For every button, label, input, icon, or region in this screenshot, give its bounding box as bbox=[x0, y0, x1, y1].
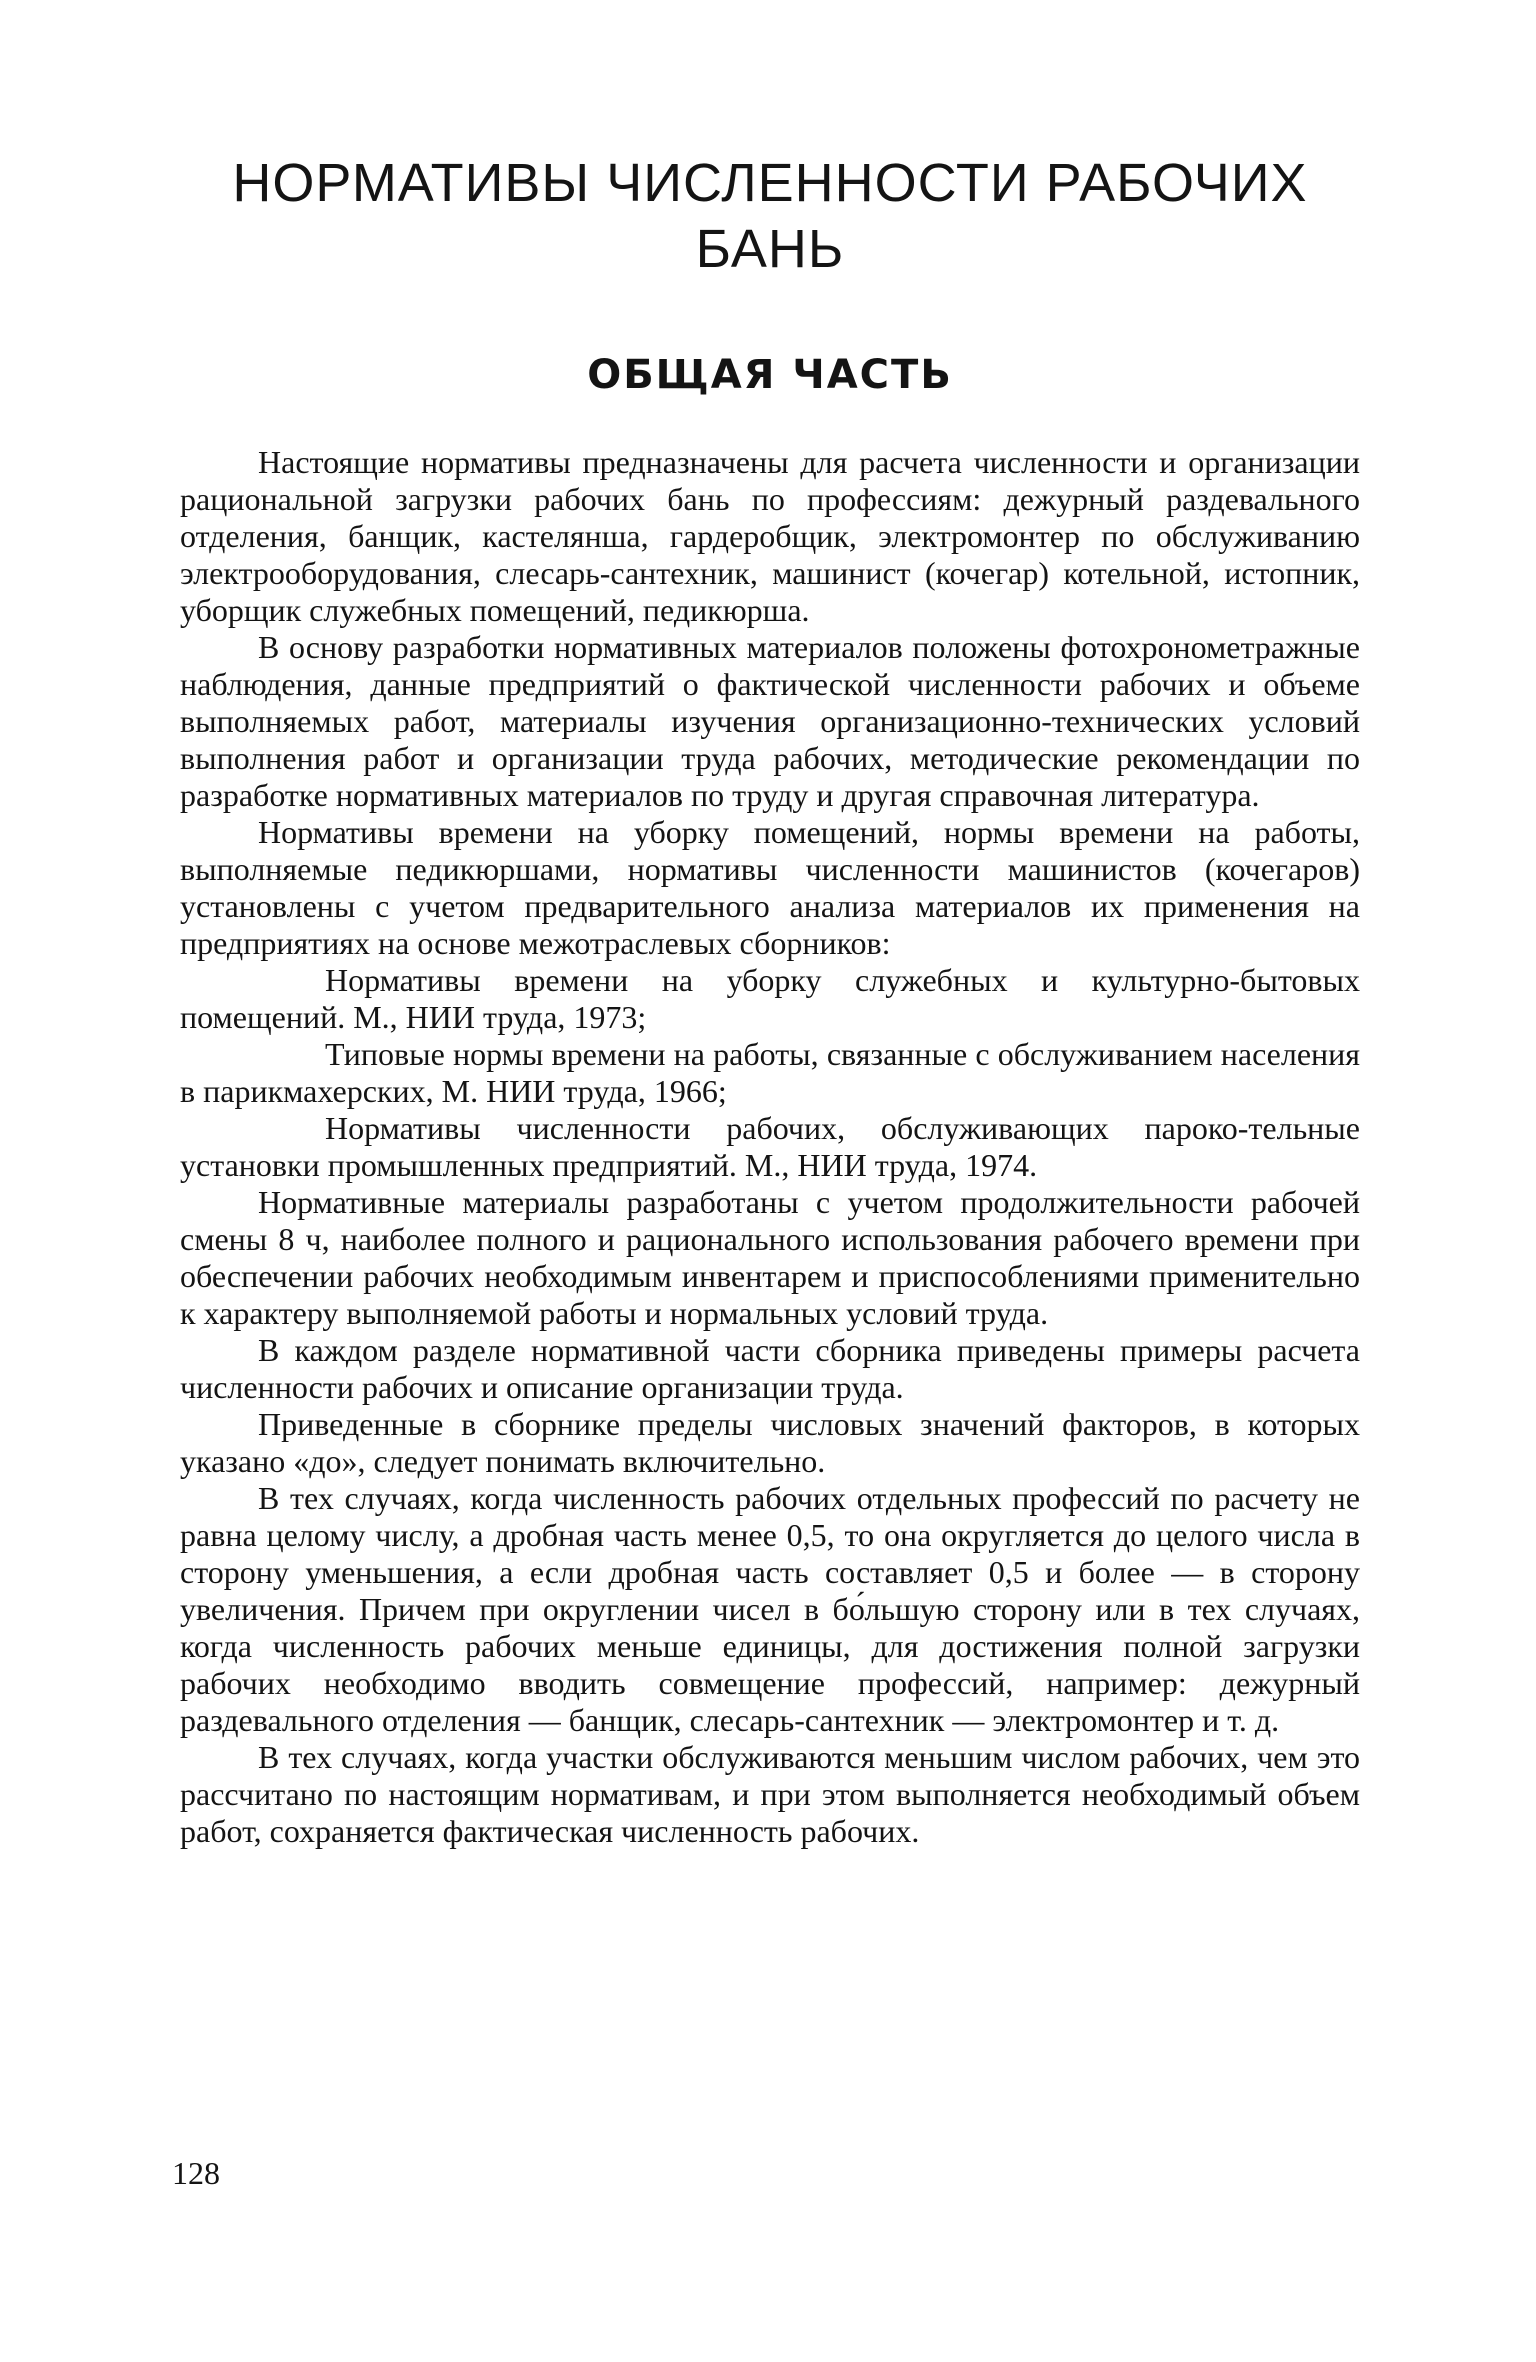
reference-item: Нормативы времени на уборку служебных и культурно-бытовых помещений. М., НИИ труда, 1973; bbox=[180, 962, 1360, 1035]
section-heading: ОБЩАЯ ЧАСТЬ bbox=[587, 352, 953, 398]
paragraph-examples: В каждом разделе нормативной части сборника приведены примеры расчета численности рабочих и описание организации труда. bbox=[180, 1332, 1360, 1405]
paragraph-conditions: Нормативные материалы разработаны с учетом продолжительности рабочей смены 8 ч, наиболее полного и рационального использования рабочего времени при обеспечении рабочих необходимым инвентарем и приспособлениями применительно к характеру выполняемой работы и нормальных условий труда. bbox=[180, 1184, 1360, 1331]
page-title-line-1: НОРМАТИВЫ ЧИСЛЕННОСТИ РАБОЧИХ bbox=[232, 153, 1308, 213]
paragraph-basis: В основу разработки нормативных материалов положены фотохронометражные наблюдения, данные предприятий о фактической численности рабочих и объеме выполняемых работ, материалы изучения организационно-технических условий выполнения работ и организации труда рабочих, методические рекомендации по разработке нормативных материалов по труду и другая справочная литература. bbox=[180, 629, 1360, 813]
reference-item: Типовые нормы времени на работы, связанные с обслуживанием населения в парикмахерских, М. НИИ труда, 1966; bbox=[180, 1036, 1360, 1109]
page-content bbox=[180, 150, 1360, 1850]
page-title-line-2: БАНЬ bbox=[695, 219, 845, 279]
paragraph-rounding: В тех случаях, когда численность рабочих отдельных профессий по расчету не равна целому числу, а дробная часть менее 0,5, то она округляется до целого числа в сторону уменьшения, а если дробная часть составляет 0,5 и более — в сторону увеличения. Причем при округлении чисел в бо́льшую сторону или в тех случаях, когда численность рабочих меньше единицы, для достижения полной загрузки рабочих необходимо вводить совмещение профессий, например: дежурный раздевального отделения — банщик, слесарь-сантехник — электромонтер и т. д. bbox=[180, 1480, 1360, 1738]
paragraph-sources-intro: Нормативы времени на уборку помещений, нормы времени на работы, выполняемые педикюршами, нормативы численности машинистов (кочегаров) установлены с учетом предварительного анализа материалов их применения на предприятиях на основе межотраслевых сборников: bbox=[180, 814, 1360, 961]
page-title bbox=[180, 150, 1360, 282]
paragraph-actual-staff: В тех случаях, когда участки обслуживаются меньшим числом рабочих, чем это рассчитано по настоящим нормативам, и при этом выполняется необходимый объем работ, сохраняется фактическая численность рабочих. bbox=[180, 1739, 1360, 1849]
reference-item: Нормативы численности рабочих, обслуживающих пароко-тельные установки промышленных предприятий. М., НИИ труда, 1974. bbox=[180, 1110, 1360, 1183]
page-number: 128 bbox=[172, 2155, 220, 2191]
paragraph-purpose: Настоящие нормативы предназначены для расчета численности и организации рациональной загрузки рабочих бань по профессиям: дежурный раздевального отделения, банщик, кастелянша, гардеробщик, электромонтер по обслуживанию электрооборудования, слесарь-сантехник, машинист (кочегар) котельной, истопник, уборщик служебных помещений, педикюрша. bbox=[180, 444, 1360, 628]
paragraph-limits: Приведенные в сборнике пределы числовых значений факторов, в которых указано «до», следует понимать включительно. bbox=[180, 1406, 1360, 1479]
